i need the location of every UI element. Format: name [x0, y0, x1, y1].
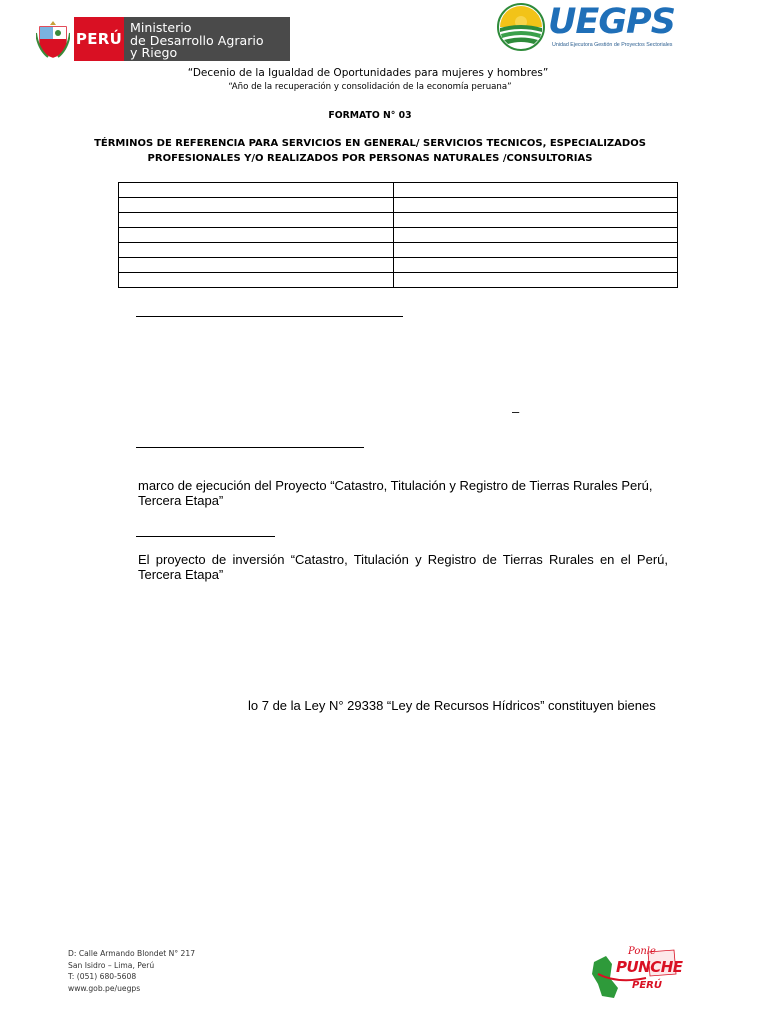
- uegps-wordmark: UEGPS: [548, 2, 675, 42]
- ponle-text: Ponle: [628, 946, 656, 957]
- address-line-1: D: Calle Armando Blondet N° 217: [68, 949, 196, 958]
- format-number: FORMATO N° 03: [328, 110, 412, 121]
- website-link[interactable]: www.gob.pe/uegps: [68, 983, 141, 993]
- dash-mark: –: [512, 404, 520, 419]
- table-cell: [394, 243, 678, 258]
- reference-table: [118, 182, 678, 288]
- peru-text: PERÚ: [632, 980, 662, 991]
- ministry-line-3: y Riego: [130, 45, 178, 60]
- uegps-subtitle: Unidad Ejecutora Gestión de Proyectos Sectoriales: [552, 42, 673, 48]
- coat-of-arms-icon: [32, 17, 74, 61]
- underline-rule: [136, 316, 403, 317]
- table-cell: [119, 198, 394, 213]
- table-cell: [119, 183, 394, 198]
- footer-address: [68, 948, 195, 994]
- table-cell: [119, 258, 394, 273]
- table-cell: [394, 228, 678, 243]
- project-paragraph-1: marco de ejecución del Proyecto “Catastro, Titulación y Registro de Tierras Rurales Perú, Tercera Etapa”: [138, 478, 653, 508]
- table-row: [119, 183, 678, 198]
- table-cell: [119, 228, 394, 243]
- document-title-line-1: TÉRMINOS DE REFERENCIA PARA SERVICIOS EN GENERAL/ SERVICIOS TECNICOS, ESPECIALIZADOS: [94, 138, 646, 149]
- table-cell: [119, 213, 394, 228]
- table-cell: [394, 183, 678, 198]
- document-title-line-2: PROFESIONALES Y/O REALIZADOS POR PERSONAS NATURALES /CONSULTORIAS: [147, 153, 593, 164]
- ponle-punche-peru-logo: [588, 944, 683, 1002]
- ministry-line-2: de Desarrollo Agrario: [130, 32, 264, 48]
- uegps-emblem-icon: [496, 2, 546, 52]
- peru-label: PERÚ: [74, 17, 124, 61]
- table-cell: [119, 243, 394, 258]
- punche-text: PUNCHE: [616, 958, 683, 976]
- table-row: [119, 213, 678, 228]
- underline-rule: [136, 447, 364, 448]
- decade-motto: “Decenio de la Igualdad de Oportunidades para mujeres y hombres”: [187, 67, 549, 79]
- table-row: [119, 258, 678, 273]
- table-row: [119, 228, 678, 243]
- underline-rule: [136, 536, 275, 537]
- ministry-name: [124, 17, 290, 61]
- law-paragraph: lo 7 de la Ley N° 29338 “Ley de Recursos Hídricos” constituyen bienes: [248, 698, 656, 713]
- table-row: [119, 273, 678, 288]
- table-cell: [119, 273, 394, 288]
- phone-line: T: (051) 680-5608: [68, 972, 137, 981]
- address-line-2: San Isidro – Lima, Perú: [68, 960, 155, 970]
- table-cell: [394, 213, 678, 228]
- project-paragraph-2: El proyecto de inversión “Catastro, Titulación y Registro de Tierras Rurales en el Perú, Tercera Etapa”: [138, 552, 668, 582]
- table-cell: [394, 198, 678, 213]
- uegps-logo: [496, 2, 680, 54]
- ministry-logo: [32, 17, 290, 61]
- table-row: [119, 243, 678, 258]
- table-row: [119, 198, 678, 213]
- table-cell: [394, 273, 678, 288]
- ministry-line-1: Ministerio: [130, 20, 192, 35]
- table-cell: [394, 258, 678, 273]
- year-motto: “Año de la recuperación y consolidación de la economía peruana”: [228, 82, 512, 92]
